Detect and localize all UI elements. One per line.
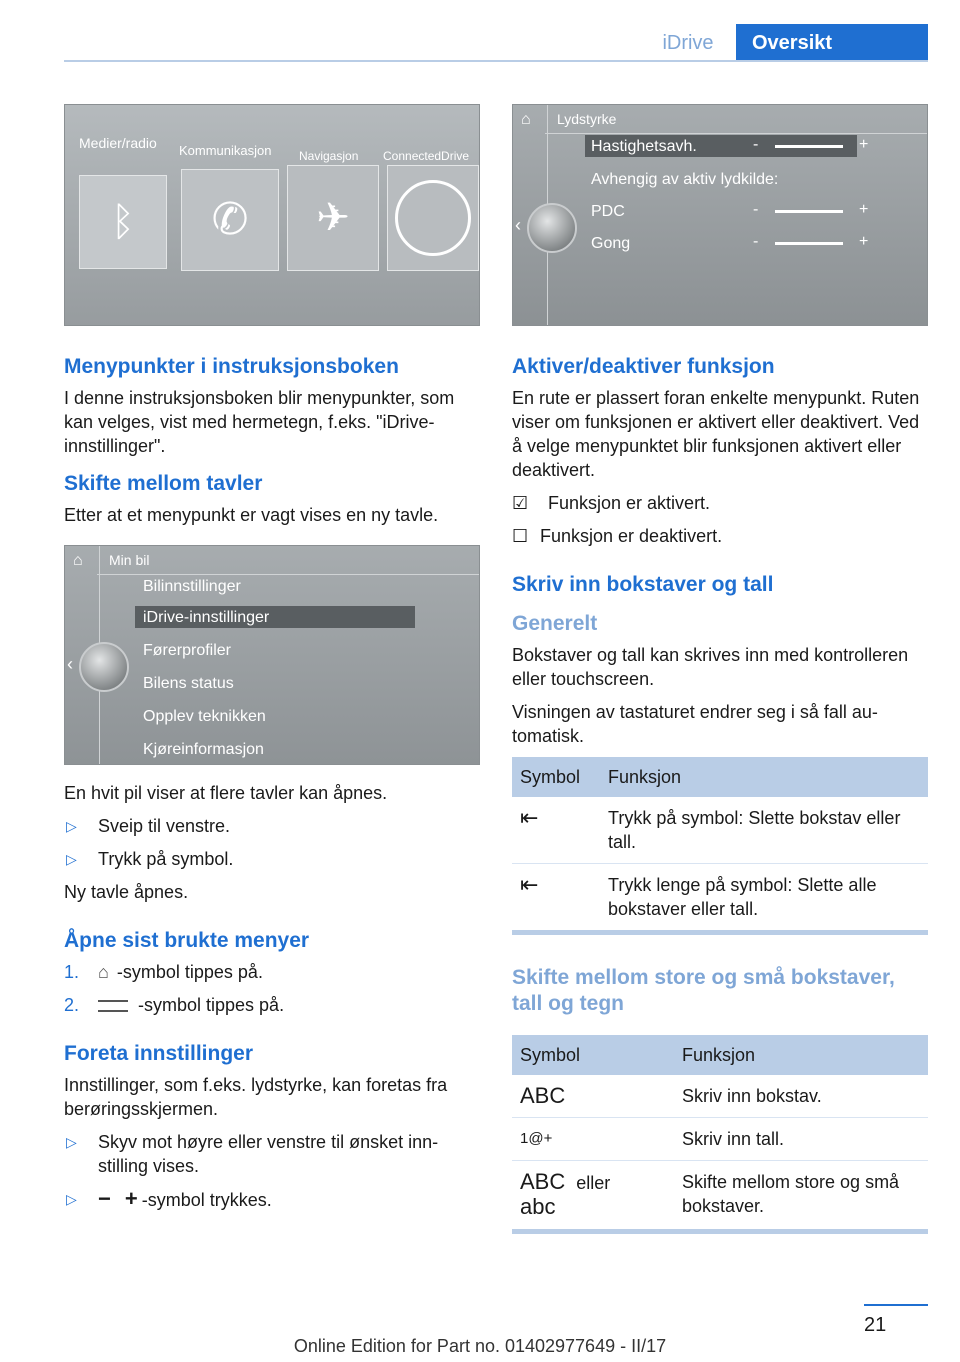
paragraph-hvit-pil: En hvit pil viser at flere tavler kan åpnes. [64,783,388,803]
bullet-item: ▷ Skyv mot høyre eller venstre til ønsket innstilling vises. [66,1132,439,1176]
table-row [512,864,928,931]
minus-label: - [753,233,759,250]
menu-label: Kommunikasjon [179,143,272,158]
table-cell: Trykk på symbol: Slette bokstav eller tall. [600,797,928,864]
page-number: 21 [864,1314,887,1336]
check-activated-line: ☑ Funksjon er aktivert. [512,493,711,513]
left-column [64,104,480,1212]
heading-foreta: Foreta innstillinger [64,1042,254,1065]
arrow-left-icon: ‹ [67,654,73,674]
bullet-item: ▷ Trykk på symbol. [66,849,234,869]
paragraph-skifte-tavler: Etter at et menypunkt er vagt vises en ny tavle. [64,505,439,525]
bullet-triangle-icon: ▷ [66,1191,77,1207]
plus-label: + [859,201,869,218]
table-cell: Skriv inn tall. [674,1118,928,1161]
table-header: Funksjon [600,757,928,797]
menu-label: ConnectedDrive [383,149,470,163]
bullet-triangle-icon: ▷ [66,818,77,834]
globe-icon [387,165,479,271]
volume-slider [775,145,843,148]
table-keyboard-symbols [512,1035,928,1229]
heading-skriv: Skriv inn bokstaver og tall [512,573,774,596]
plus-label: + [859,136,869,153]
table-row [512,1118,928,1161]
volume-slider [775,242,843,245]
header-active-tab: Oversikt [736,24,928,62]
backspace-icon: ⇤ [520,872,539,897]
menu-label: Navigasjon [299,149,359,163]
table-cell: Skriv inn bokstav. [674,1075,928,1118]
screenshot-lydstyrke [512,104,928,326]
numbers-symbols-icon: 1@+ [512,1118,674,1161]
paragraph-generelt-2: Visningen av tastaturet endrer seg i så fall automatisk. [512,702,878,746]
footer-rule [864,1304,928,1306]
screen-title: Min bil [109,552,150,568]
setting-label: PDC [591,203,625,220]
screenshot-main-menu [64,104,480,326]
table-cell [512,1161,674,1230]
setting-label: Avhengig av aktiv lydkilde: [591,171,779,188]
paragraph-foreta: Innstillinger, som f.eks. lydstyrke, kan foretas fra berøringsskjermen. [64,1075,448,1119]
phone-icon: ✆ [181,169,279,271]
menu-item-selected: iDrive-innstillinger [143,609,270,626]
menu-item: Kjøreinformasjon [143,741,264,758]
heading-store-sma: Skifte mellom store og små bokstaver, tall og tegn [512,966,895,1015]
bluetooth-icon: ᛒ [79,175,167,269]
heading-apne-menyer: Åpne sist brukte menyer [64,929,310,952]
menu-item: Opplev teknikken [143,708,266,725]
arrow-left-icon: ‹ [515,215,521,235]
screen-title: Lydstyrke [557,111,617,127]
home-icon: ⌂ [521,111,531,128]
minus-label: - [753,201,759,218]
controller-knob-icon [527,203,577,253]
setting-label: Hastighetsavh. [591,138,697,155]
heading-aktiver: Aktiver/deaktiver funksjon [512,355,775,378]
abc-lowercase-icon: abc [520,1194,556,1219]
checkbox-checked-icon: ☑ [512,493,529,513]
menu-item: Bilinnstillinger [143,578,241,595]
home-icon: ⌂ [73,552,83,569]
menu-label: Medier/radio [79,135,157,151]
table-row [512,1161,928,1230]
edition-footer: Online Edition for Part no. 01402977649 - II/17 [293,1336,667,1356]
table-header: Symbol [512,757,600,797]
eller-label: eller [576,1173,611,1193]
numbered-step: 1. ⌂ -symbol tippes på. [64,962,263,982]
heading-generelt: Generelt [512,612,598,635]
table-delete-symbols [512,757,928,930]
bullet-triangle-icon: ▷ [66,851,77,867]
minus-icon: − [98,1186,111,1211]
screenshot-min-bil [64,545,480,765]
setting-label: Gong [591,235,631,252]
bullet-item: ▷ Sveip til venstre. [66,816,231,836]
table-cell: Skifte mellom store og små bokstaver. [682,1172,900,1216]
bullet-item: ▷ − + -symbol trykkes. [66,1186,272,1211]
table-end-rule [512,1229,928,1234]
options-icon [98,1000,128,1012]
abc-uppercase-icon: ABC [520,1169,566,1194]
menu-item: Førerprofiler [143,642,232,659]
right-column [512,104,928,1234]
checkbox-empty-icon: ☐ [512,526,529,546]
volume-slider [775,210,843,213]
header-rule [64,60,928,62]
heading-skifte-tavler: Skifte mellom tavler [64,472,263,495]
table-header: Symbol [512,1035,674,1075]
minus-label: - [753,136,759,153]
header-section-tab: iDrive [662,32,714,54]
plus-label: + [859,233,869,250]
paragraph-aktiver: En rute er plassert foran enkelte menypunkt. Ruten viser om funksjonen er aktivert eller deaktivert. Ved å velge menypunktet blir funksjonen aktivert eller deaktivert. [512,388,920,480]
plus-icon: + [124,1186,138,1211]
abc-uppercase-icon: ABC [512,1075,674,1118]
paragraph-menupunkter: I denne instruksjonsboken blir menypunkter, som kan velges, vist med hermetegn, f.eks. "iDrive-innstillinger". [64,388,455,456]
backspace-icon: ⇤ [512,797,600,864]
controller-knob-icon [79,642,129,692]
heading-menupunkter: Menypunkter i instruksjonsboken [64,355,399,378]
paragraph-generelt-1: Bokstaver og tall kan skrives inn med kontrolleren eller touchscreen. [512,645,909,689]
check-deactivated-line: ☐ Funksjon er deaktivert. [512,526,723,546]
numbered-step: 2. -symbol tippes på. [64,995,285,1015]
table-row [512,797,928,864]
menu-item: Bilens status [143,675,234,692]
paragraph-ny-tavle: Ny tavle åpnes. [64,882,189,902]
table-header: Funksjon [674,1035,928,1075]
table-cell: Trykk lenge på symbol: Slette alle bokstaver eller tall. [608,875,877,919]
table-row [512,1075,928,1118]
home-icon: ⌂ [98,962,109,982]
navigation-map-icon: ✈ [287,165,379,271]
bullet-triangle-icon: ▷ [66,1134,77,1150]
